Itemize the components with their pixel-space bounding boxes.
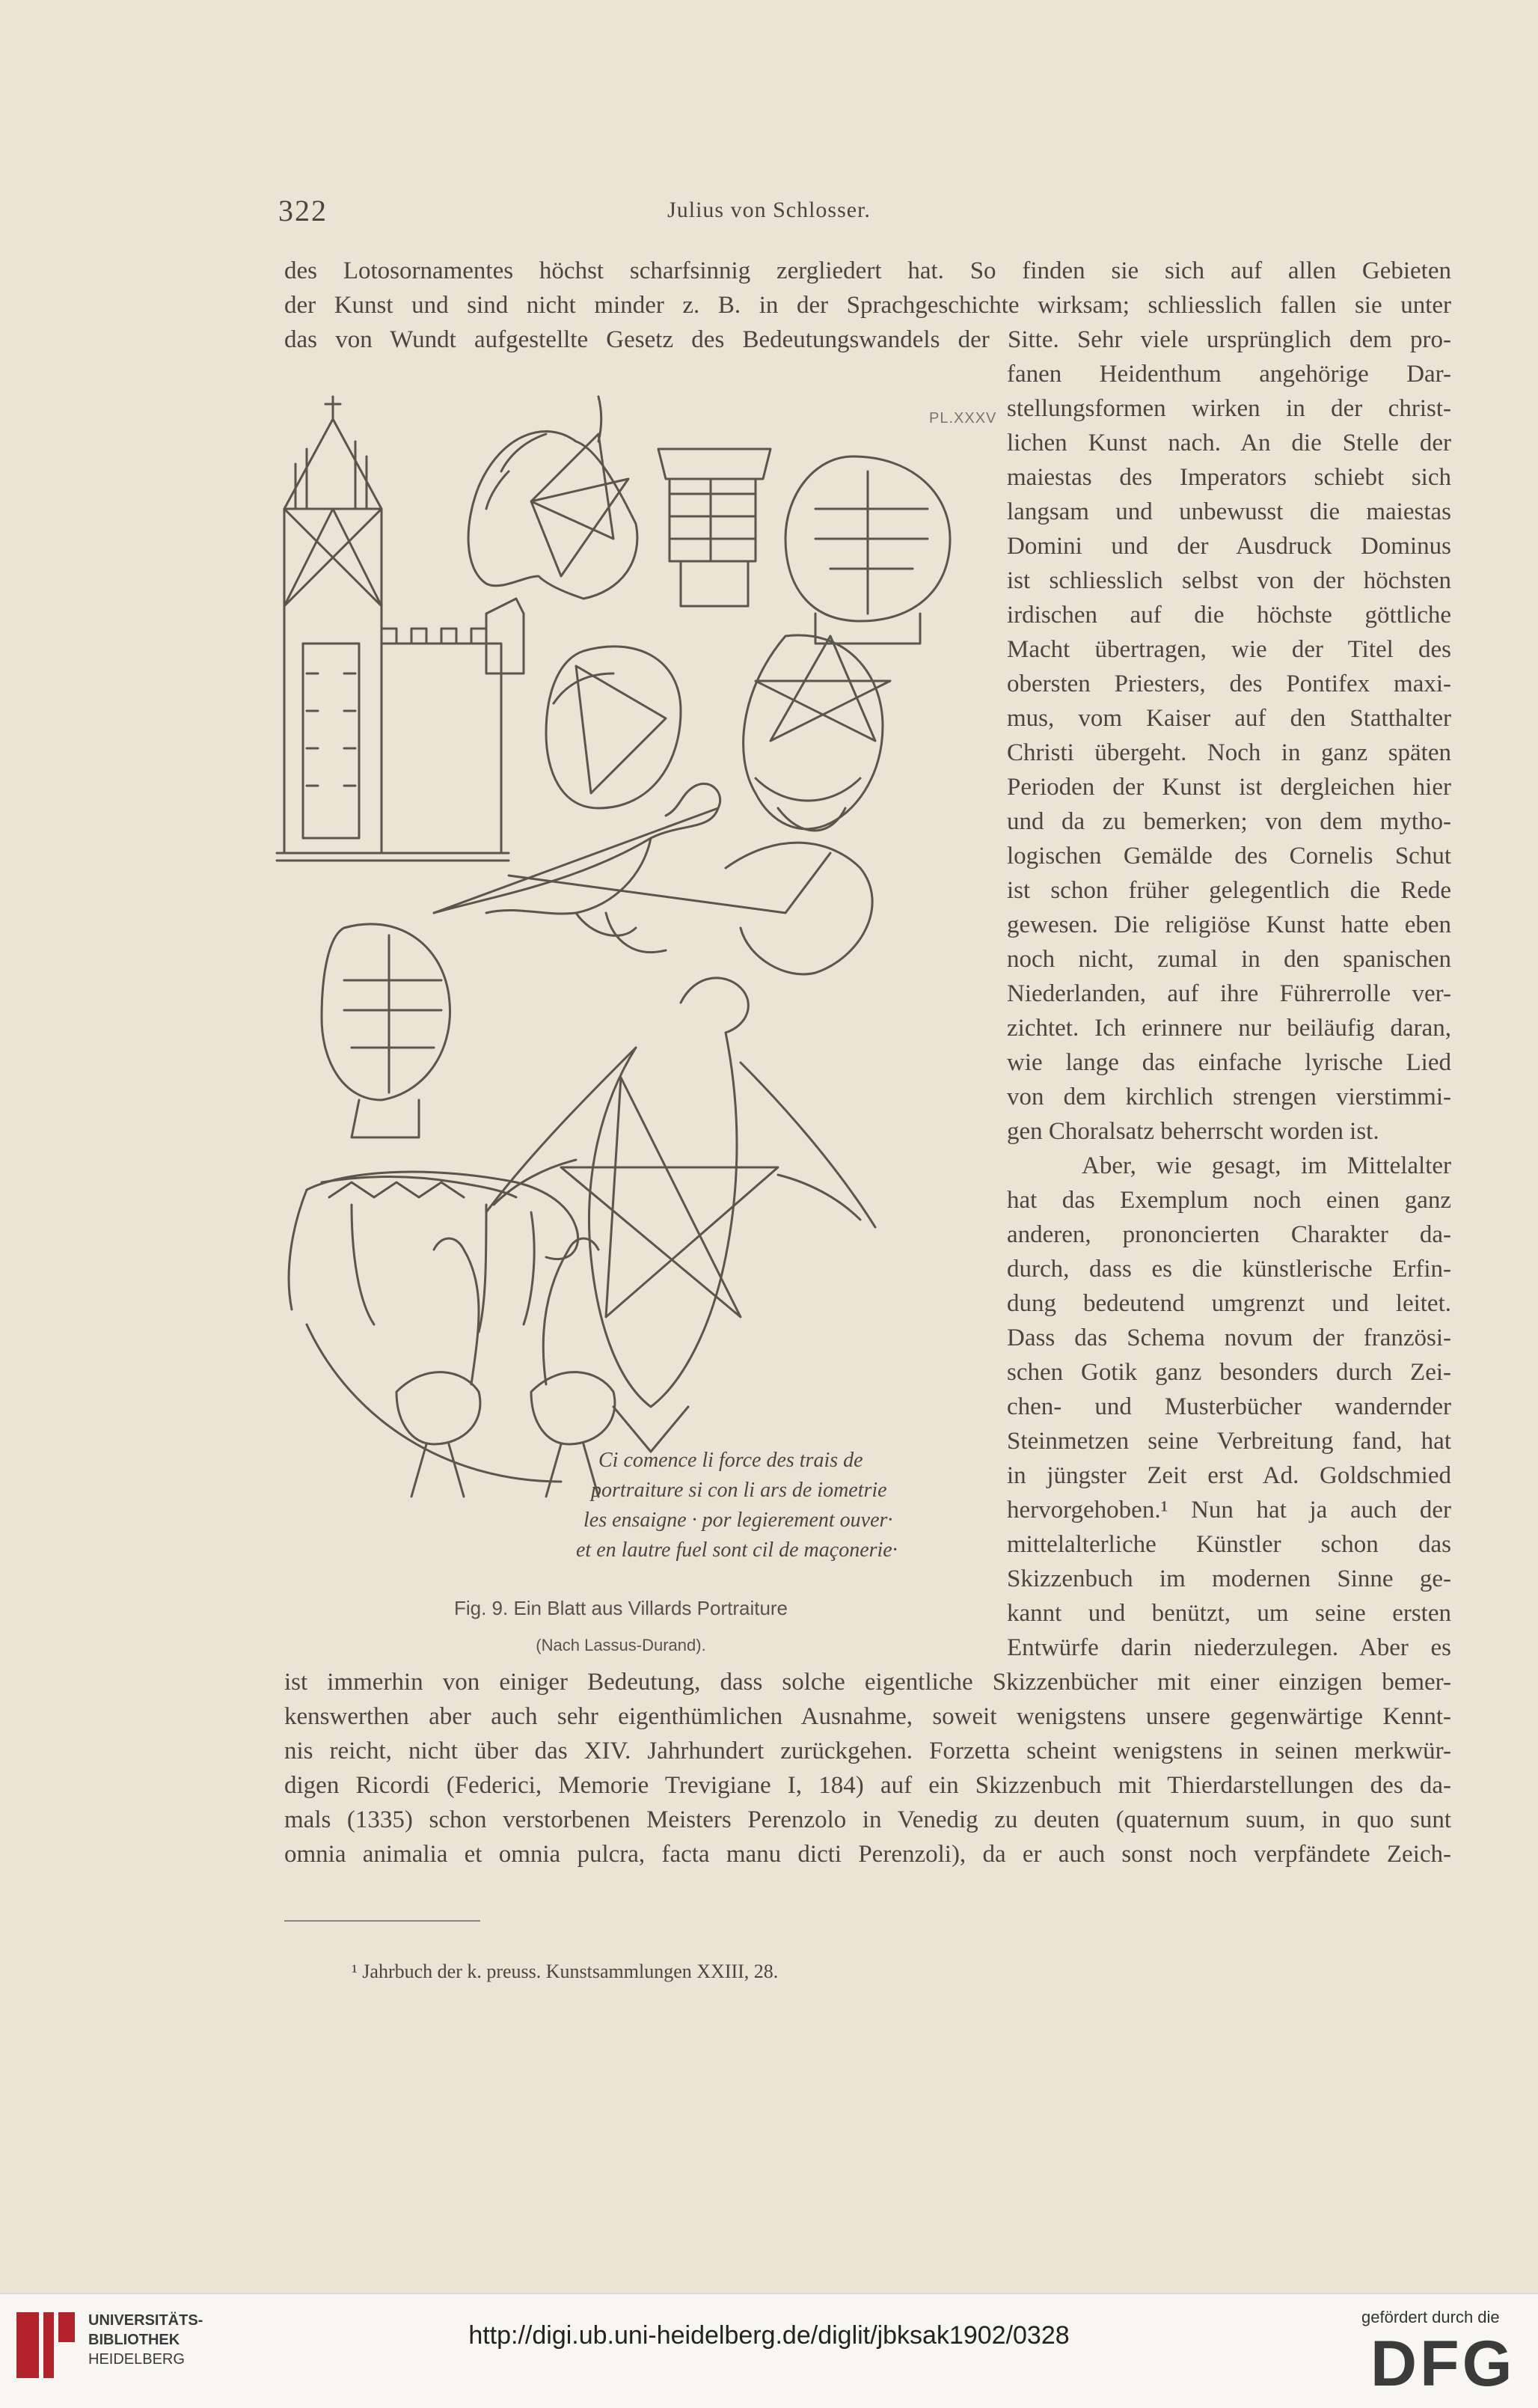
column-line: schen Gotik ganz besonders durch Zei- [1007, 1359, 1451, 1386]
library-line: HEIDELBERG [88, 2351, 185, 2368]
column-line: ist schon früher gelegentlich die Rede [1007, 877, 1451, 904]
column-line: Perioden der Kunst ist dergleichen hier [1007, 774, 1451, 801]
library-line: BIBLIOTHEK [88, 2332, 180, 2348]
column-line: chen- und Musterbücher wandernder [1007, 1393, 1451, 1420]
column-line: Skizzenbuch im modernen Sinne ge- [1007, 1565, 1451, 1592]
column-line: anderen, prononcierten Charakter da- [1007, 1221, 1451, 1248]
column-line: noch nicht, zumal in den spanischen [1007, 946, 1451, 973]
column-line: maiestas des Imperators schiebt sich [1007, 464, 1451, 491]
body-line: digen Ricordi (Federici, Memorie Trevigiane I, 184) auf ein Skizzenbuch mit Thierdarstellungen des da- [284, 1772, 1451, 1799]
body-line: des Lotosornamentes höchst scharfsinnig zergliedert hat. So finden sie sich auf allen Gebieten [284, 257, 1451, 284]
column-line: kannt und benützt, um seine ersten [1007, 1600, 1451, 1627]
column-line: Macht übertragen, wie der Titel des [1007, 636, 1451, 663]
column-line: von dem kirchlich strengen vierstimmi- [1007, 1084, 1451, 1110]
column-line: lichen Kunst nach. An die Stelle der [1007, 430, 1451, 456]
column-line: langsam und unbewusst die maiestas [1007, 498, 1451, 525]
body-line: das von Wundt aufgestellte Gesetz des Bedeutungswandels der Sitte. Sehr viele ursprünglich dem pro- [284, 326, 1451, 353]
column-line: gen Choralsatz beherrscht worden ist. [1007, 1118, 1379, 1145]
bearded-head-left-drawing [322, 924, 450, 1137]
column-line: Domini und der Ausdruck Dominus [1007, 533, 1451, 560]
column-line: Aber, wie gesagt, im Mittelalter [1082, 1152, 1451, 1179]
body-line: kenswerthen aber auch sehr eigenthümlichen Ausnahme, soweit wenigstens unsere gegenwärtige Kennt- [284, 1703, 1451, 1730]
source-url-link[interactable]: http://digi.ub.uni-heidelberg.de/diglit/jbksak1902/0328 [468, 2321, 1070, 2350]
column-line: Steinmetzen seine Verbreitung fand, hat [1007, 1428, 1451, 1455]
body-line: der Kunst und sind nicht minder z. B. in der Sprachgeschichte wirksam; schliesslich fallen sie unter [284, 292, 1451, 319]
column-line: hervorgehoben.¹ Nun hat ja auch der [1007, 1497, 1451, 1524]
gothic-tower-drawing [277, 397, 509, 861]
column-line: irdischen auf die höchste göttliche [1007, 602, 1451, 629]
column-line: obersten Priesters, des Pontifex maxi- [1007, 670, 1451, 697]
column-line: wie lange das einfache lyrische Lied [1007, 1049, 1451, 1076]
library-line: UNIVERSITÄTS- [88, 2312, 203, 2329]
column-line: und da zu bemerken; von dem mytho- [1007, 808, 1451, 835]
column-line: Dass das Schema novum der französi- [1007, 1324, 1451, 1351]
column-line: zichtet. Ich erinnere nur beiläufig daran, [1007, 1015, 1451, 1042]
column-line: Christi übergeht. Noch in ganz späten [1007, 739, 1451, 766]
sponsor-label: gefördert durch die [1361, 2308, 1500, 2326]
column-line: hat das Exemplum noch einen ganz [1007, 1187, 1451, 1214]
round-face-drawing [785, 456, 950, 644]
column-line: logischen Gemälde des Cornelis Schut [1007, 843, 1451, 870]
lion-drawing [289, 1172, 578, 1332]
column-line: mittelalterliche Künstler schon das [1007, 1531, 1451, 1558]
bearded-head-drawing [744, 635, 890, 831]
footnote: ¹ Jahrbuch der k. preuss. Kunstsammlungen XXIII, 28. [352, 1961, 779, 1982]
page-number: 322 [278, 194, 328, 227]
column-line: ist schliesslich selbst von der höchsten [1007, 567, 1451, 594]
running-head: Julius von Schlosser. [667, 198, 871, 222]
leaping-beast-drawing [434, 783, 872, 974]
column-line: dung bedeutend umgrenzt und leitet. [1007, 1290, 1451, 1317]
birds-drawing [307, 1238, 615, 1497]
dfg-logo: DFG [1370, 2328, 1516, 2400]
column-line: stellungsformen wirken in der christ- [1007, 395, 1451, 422]
figure-caption: Fig. 9. Ein Blatt aus Villards Portraiture [453, 1597, 788, 1619]
figure-caption-source: (Nach Lassus-Durand). [536, 1636, 706, 1654]
figure-villard-portraiture [262, 389, 980, 1579]
column-line: mus, vom Kaiser auf den Statthalter [1007, 705, 1451, 732]
crowned-head-drawing [658, 449, 770, 606]
column-line: gewesen. Die religiöse Kunst hatte eben [1007, 911, 1451, 938]
column-line: Niederlanden, auf ihre Führerrolle ver- [1007, 980, 1451, 1007]
inscription-line: portraiture si con li ars de iometrie [591, 1479, 887, 1502]
footnote-rule [284, 1920, 480, 1922]
column-line: in jüngster Zeit erst Ad. Goldschmied [1007, 1462, 1451, 1489]
inscription-line: et en lautre fuel sont cil de maçonerie· [576, 1538, 898, 1562]
body-line: mals (1335) schon verstorbenen Meisters Perenzolo in Venedig zu deuten (quaternum suum, in quo sunt [284, 1806, 1451, 1833]
column-line: fanen Heidenthum angehörige Dar- [1007, 361, 1451, 388]
column-line: durch, dass es die künstlerische Erfin- [1007, 1256, 1451, 1283]
body-line: ist immerhin von einiger Bedeutung, dass solche eigentliche Skizzenbücher mit einer einzigen bemer- [284, 1669, 1451, 1696]
plate-mark: PL.XXXV [929, 410, 997, 427]
body-line: omnia animalia et omnia pulcra, facta manu dicti Perenzoli), da er auch sonst noch verpfändete Zeich- [284, 1841, 1451, 1868]
inscription-line: Ci comence li force des trais de [598, 1449, 863, 1472]
horse-head-drawing [468, 397, 637, 673]
body-line: nis reicht, nicht über das XIV. Jahrhundert zurückgehen. Forzetta scheint wenigstens in seinen merkwür- [284, 1738, 1451, 1764]
column-line: Entwürfe darin niederzulegen. Aber es [1007, 1634, 1451, 1661]
footer-bar [0, 2293, 1538, 2408]
profile-head-drawing [546, 647, 681, 808]
inscription-line: les ensaigne · por legierement ouver· [583, 1509, 893, 1532]
